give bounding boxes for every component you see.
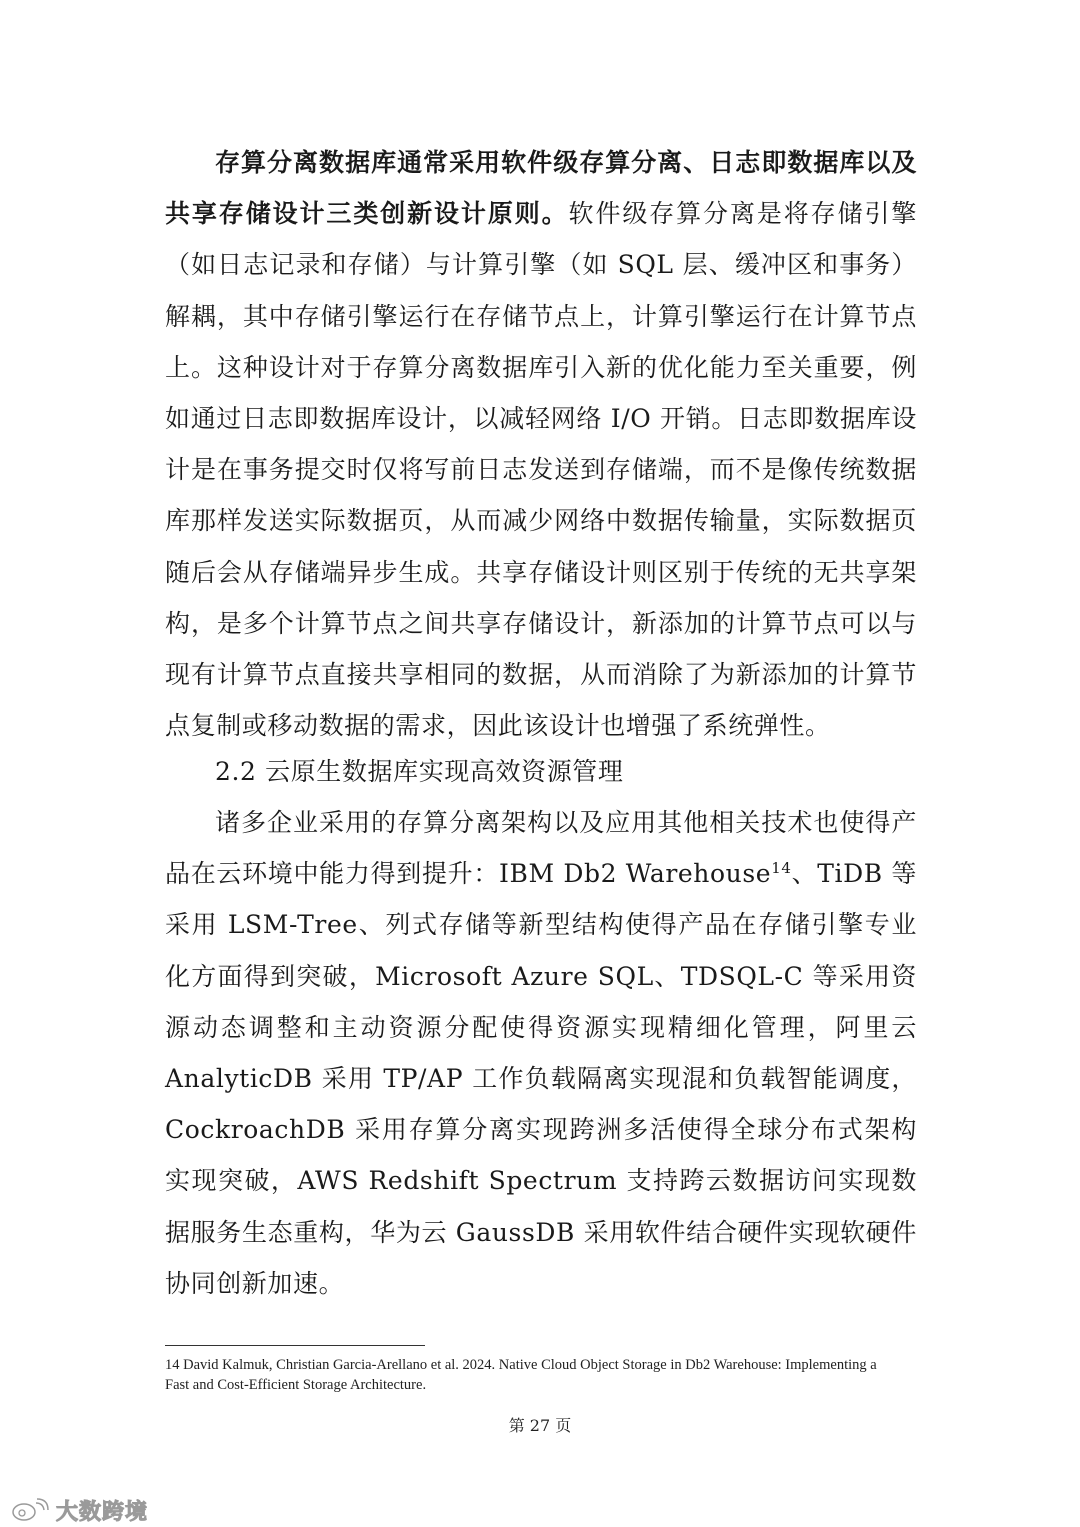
paragraph-body: 软件级存算分离是将存储引擎（如日志记录和存储）与计算引擎（如 SQL 层、缓冲区和事务）解耦，其中存储引擎运行在存储节点上，计算引擎运行在计算节点上。这种设计对于存算分离数据库引入新的优化能力至关重要，例如通过日志即数据库设计，以减轻网络 I/O 开销。日志即数据库设计是在事务提交时仅将写前日志发送到存储端，而不是像传统数据库那样发送实际数据页，从而减少网络中数据传输量，实际数据页随后会从存储端异步生成。共享存储设计则区别于传统的无共享架构，是多个计算节点之间共享存储设计，新添加的计算节点可以与现有计算节点直接共享相同的数据，从而消除了为新添加的计算节点复制或移动数据的需求，因此该设计也增强了系统弹性。 [165, 199, 917, 741]
footnote-reference[interactable]: 14 [771, 859, 792, 878]
paragraph-cloud-native-resource-management [165, 797, 917, 1309]
footnote-text: David Kalmuk, Christian Garcia-Arellano et al. 2024. Native Cloud Object Storage in Db2 Warehouse: Implementing a Fast and Cost-Efficient Storage Architecture. [165, 1357, 877, 1393]
watermark-text: 大数跨境 [56, 1499, 149, 1525]
paragraph-storage-compute-separation [165, 137, 917, 751]
footnote-number: 14 [165, 1357, 180, 1373]
weibo-style-logo-icon [10, 1497, 50, 1523]
footnote [165, 1355, 895, 1395]
watermark [10, 1493, 148, 1527]
paragraph-body-part2: 、TiDB 等采用 LSM-Tree、列式存储等新型结构使得产品在存储引擎专业化方面得到突破，Microsoft Azure SQL、TDSQL-C 等采用资源动态调整和主动资源分配使得资源实现精细化管理，阿里云 AnalyticDB 采用 TP/AP 工作负载隔离实现混和负载智能调度，CockroachDB 采用存算分离实现跨洲多活使得全球分布式架构实现突破，AWS Redshift Spectrum 支持跨云数据访问实现数据服务生态重构，华为云 GaussDB 采用软件结合硬件实现软硬件协同创新加速。 [165, 859, 918, 1298]
paragraph-lead-bold: 存算分离数据库通常采用软件级存算分离、日志即数据库以及共享存储设计三类创新设计原则。 [165, 148, 917, 229]
footnote-divider [165, 1345, 425, 1346]
page-number: 第 27 页 [508, 1416, 572, 1435]
section-heading: 2.2 云原生数据库实现高效资源管理 [215, 757, 624, 786]
paragraph-body-part1: 诸多企业采用的存算分离架构以及应用其他相关技术也使得产品在云环境中能力得到提升：IBM Db2 Warehouse [165, 808, 917, 889]
